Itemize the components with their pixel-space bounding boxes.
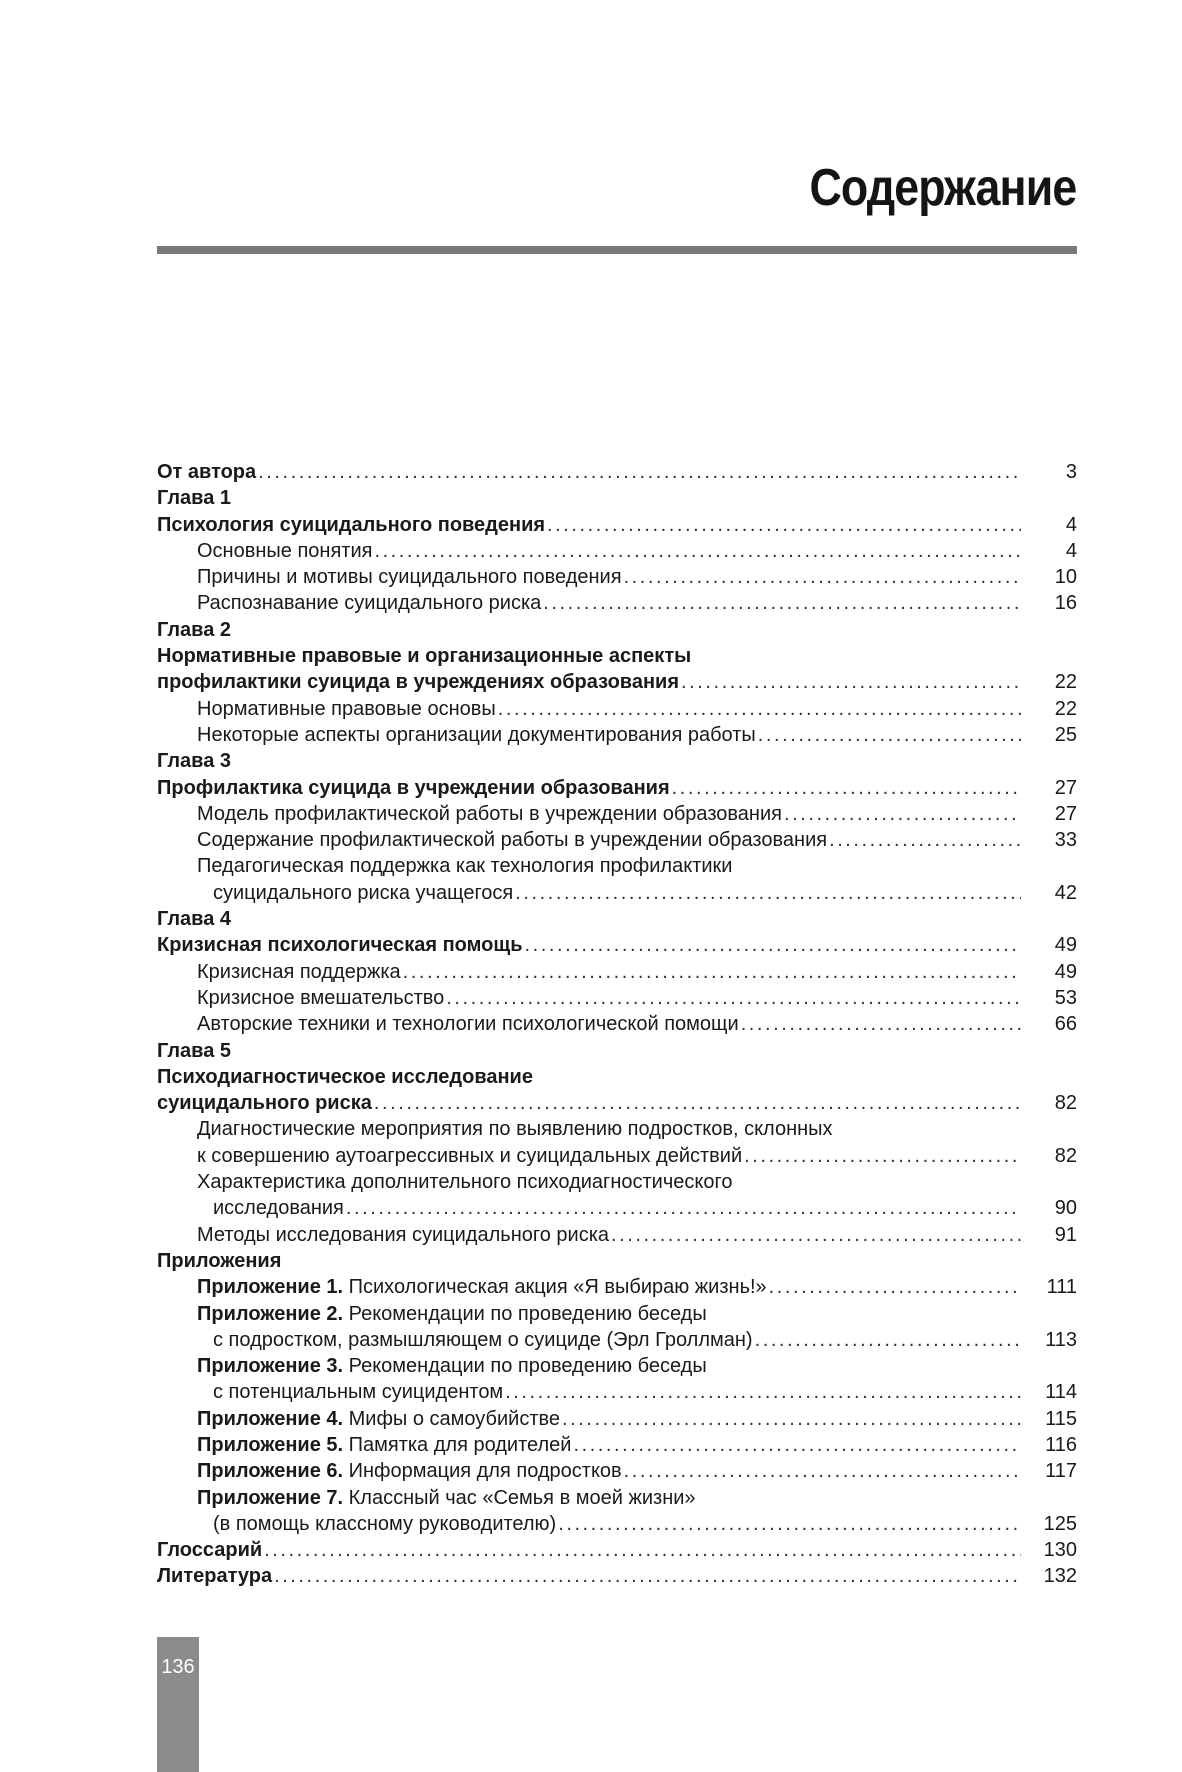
toc-entry-title: Глава 2 <box>157 618 232 641</box>
toc-entry-title: Мифы о самоубийстве <box>348 1407 561 1430</box>
dot-leader <box>547 512 1021 538</box>
toc-entry <box>157 1143 1077 1169</box>
toc-page-number: 90 <box>1054 1197 1077 1220</box>
toc-entry <box>157 669 1077 695</box>
dot-leader <box>346 1195 1021 1221</box>
toc-page-number: 125 <box>1043 1512 1077 1535</box>
toc-entry <box>157 932 1077 958</box>
toc-entry-title: Глава 5 <box>157 1039 232 1062</box>
toc-entry-title: Классный час «Семья в моей жизни» <box>348 1486 696 1509</box>
toc-entry-title: Авторские техники и технологии психологической помощи <box>197 1013 739 1036</box>
toc-entry <box>157 1038 1077 1064</box>
toc-entry <box>157 1116 1077 1142</box>
toc-entry-title: профилактики суицида в учреждениях образования <box>157 671 680 694</box>
toc-entry <box>157 1011 1077 1037</box>
toc-entry-title: с подростком, размышляющем о суициде (Эрл Гроллман) <box>213 1328 753 1351</box>
toc-page-number: 4 <box>1065 513 1077 536</box>
toc-entry <box>157 1537 1077 1563</box>
toc-page-number: 82 <box>1054 1144 1077 1167</box>
toc-entry <box>157 564 1077 590</box>
dot-leader <box>525 932 1021 958</box>
toc-page-number: 27 <box>1054 776 1077 799</box>
toc-entry <box>157 1432 1077 1458</box>
toc-entry-title: Некоторые аспекты организации документирования работы <box>197 723 756 746</box>
toc-entry-title: Кризисное вмешательство <box>197 986 445 1009</box>
title-divider <box>157 246 1077 254</box>
appendix-label: Приложение 3. <box>197 1355 344 1378</box>
toc-entry <box>157 1458 1077 1484</box>
toc-page-number: 114 <box>1045 1381 1077 1404</box>
toc-entry <box>157 1327 1077 1353</box>
toc-entry-title: Причины и мотивы суицидального поведения <box>197 566 622 589</box>
dot-leader <box>769 1274 1021 1300</box>
toc-entry-title: Распознавание суицидального риска <box>197 592 542 615</box>
toc-entry <box>157 880 1077 906</box>
toc-entry-title: Педагогическая поддержка как технология профилактики <box>197 855 733 878</box>
dot-leader <box>611 1222 1021 1248</box>
toc-page-number: 10 <box>1054 566 1077 589</box>
toc-entry-title: Глава 1 <box>157 487 232 510</box>
toc-entry-title: к совершению аутоагрессивных и суицидальных действий <box>197 1144 743 1167</box>
appendix-label: Приложение 1. <box>197 1276 344 1299</box>
toc-page-number: 4 <box>1065 539 1077 562</box>
toc-entry-title: Глоссарий <box>157 1539 263 1562</box>
toc-page-number: 16 <box>1054 592 1077 615</box>
dot-leader <box>505 1379 1021 1405</box>
toc-entry-title: Психодиагностическое исследование <box>157 1065 533 1088</box>
toc-page-number: 66 <box>1054 1013 1077 1036</box>
dot-leader <box>681 669 1021 695</box>
toc-entry-title: Рекомендации по проведению беседы <box>348 1302 707 1325</box>
dot-leader <box>515 880 1021 906</box>
toc-entry-title: Характеристика дополнительного психодиагностического <box>197 1171 733 1194</box>
toc-entry-title: Кризисная психологическая помощь <box>157 934 523 957</box>
toc-entry <box>157 538 1077 564</box>
dot-leader <box>264 1537 1021 1563</box>
toc-entry <box>157 1090 1077 1116</box>
toc-page-number: 130 <box>1043 1539 1077 1562</box>
dot-leader <box>758 722 1021 748</box>
toc-page-number: 111 <box>1046 1276 1077 1299</box>
toc-page-number: 22 <box>1054 671 1077 694</box>
dot-leader <box>258 459 1021 485</box>
page-number: 136 <box>161 1656 195 1678</box>
toc-entry-title: Глава 3 <box>157 750 232 773</box>
toc-page-number: 82 <box>1054 1092 1077 1115</box>
toc-page-number: 25 <box>1054 723 1077 746</box>
toc-page-number: 3 <box>1065 461 1077 483</box>
dot-leader <box>624 1458 1021 1484</box>
toc-entry-title: Приложения <box>157 1249 282 1272</box>
toc-entry <box>157 775 1077 801</box>
toc-entry <box>157 485 1077 511</box>
toc-entry <box>157 1511 1077 1537</box>
toc-entry-title: Нормативные правовые основы <box>197 697 496 720</box>
toc-entry-title: суицидального риска учащегося <box>213 881 514 904</box>
toc-entry <box>157 801 1077 827</box>
dot-leader <box>543 590 1021 616</box>
dot-leader <box>374 1090 1021 1116</box>
toc-entry-title: Глава 4 <box>157 908 232 931</box>
toc-entry-title: Содержание профилактической работы в учреждении образования <box>197 829 828 852</box>
toc-entry <box>157 459 1077 485</box>
toc-entry <box>157 1406 1077 1432</box>
toc-entry-title: Модель профилактической работы в учреждении образования <box>197 802 782 825</box>
toc-entry <box>157 1353 1077 1379</box>
toc-entry-title: Кризисная поддержка <box>197 960 401 983</box>
table-of-contents <box>157 459 1077 1590</box>
toc-page-number: 113 <box>1045 1328 1077 1351</box>
toc-page-number: 42 <box>1054 881 1077 904</box>
toc-entry <box>157 1301 1077 1327</box>
toc-entry-title: исследования <box>213 1197 344 1220</box>
toc-entry-title: (в помощь классному руководителю) <box>213 1512 557 1535</box>
toc-entry-title: с потенциальным суицидентом <box>213 1381 504 1404</box>
appendix-label: Приложение 4. <box>197 1407 344 1430</box>
appendix-label: Приложение 5. <box>197 1433 344 1456</box>
toc-page-number: 91 <box>1054 1223 1077 1246</box>
toc-entry-title: Психология суицидального поведения <box>157 513 546 536</box>
toc-entry <box>157 617 1077 643</box>
dot-leader <box>744 1143 1021 1169</box>
toc-entry-title: От автора <box>157 461 257 483</box>
toc-entry <box>157 1563 1077 1589</box>
toc-page-number: 22 <box>1054 697 1077 720</box>
toc-entry <box>157 1169 1077 1195</box>
dot-leader <box>446 985 1021 1011</box>
toc-page-number: 117 <box>1045 1460 1077 1483</box>
appendix-label: Приложение 2. <box>197 1302 344 1325</box>
toc-entry <box>157 643 1077 669</box>
dot-leader <box>755 1327 1021 1353</box>
dot-leader <box>562 1406 1021 1432</box>
toc-entry-title: Нормативные правовые и организационные аспекты <box>157 645 692 668</box>
toc-entry <box>157 1248 1077 1274</box>
toc-entry <box>157 1195 1077 1221</box>
toc-entry-title: Информация для подростков <box>348 1460 622 1483</box>
dot-leader <box>374 538 1021 564</box>
toc-entry <box>157 696 1077 722</box>
toc-entry <box>157 1222 1077 1248</box>
appendix-label: Приложение 6. <box>197 1460 344 1483</box>
toc-page-number: 33 <box>1054 829 1077 852</box>
toc-entry-title: Диагностические мероприятия по выявлению подростков, склонных <box>197 1118 833 1141</box>
toc-entry-title: Литература <box>157 1565 273 1588</box>
dot-leader <box>672 775 1021 801</box>
toc-entry-title: суицидального риска <box>157 1092 372 1115</box>
toc-page-number: 27 <box>1054 802 1077 825</box>
toc-entry-title: Основные понятия <box>197 539 373 562</box>
appendix-label: Приложение 7. <box>197 1486 344 1509</box>
toc-entry <box>157 590 1077 616</box>
toc-entry-title: Методы исследования суицидального риска <box>197 1223 610 1246</box>
toc-entry <box>157 827 1077 853</box>
dot-leader <box>403 959 1021 985</box>
dot-leader <box>558 1511 1021 1537</box>
toc-entry-title: Психологическая акция «Я выбираю жизнь!» <box>348 1276 767 1299</box>
dot-leader <box>741 1011 1021 1037</box>
toc-entry <box>157 722 1077 748</box>
page-title: Содержание <box>809 159 1076 217</box>
toc-entry <box>157 512 1077 538</box>
toc-entry <box>157 959 1077 985</box>
toc-page-number: 49 <box>1054 960 1077 983</box>
toc-entry-title: Профилактика суицида в учреждении образования <box>157 776 670 799</box>
toc-entry <box>157 906 1077 932</box>
dot-leader <box>624 564 1021 590</box>
toc-entry <box>157 985 1077 1011</box>
toc-entry <box>157 853 1077 879</box>
toc-entry-title: Памятка для родителей <box>348 1433 572 1456</box>
toc-page-number: 115 <box>1045 1407 1077 1430</box>
toc-entry <box>157 1379 1077 1405</box>
toc-page-number: 49 <box>1054 934 1077 957</box>
toc-entry <box>157 748 1077 774</box>
toc-page-number: 132 <box>1043 1565 1077 1588</box>
toc-page-number: 116 <box>1045 1433 1077 1456</box>
toc-entry <box>157 1274 1077 1300</box>
dot-leader <box>498 696 1021 722</box>
dot-leader <box>829 827 1021 853</box>
toc-entry <box>157 1064 1077 1090</box>
dot-leader <box>784 801 1021 827</box>
dot-leader <box>274 1563 1021 1589</box>
toc-entry <box>157 1485 1077 1511</box>
dot-leader <box>573 1432 1021 1458</box>
toc-page-number: 53 <box>1054 986 1077 1009</box>
toc-entry-title: Рекомендации по проведению беседы <box>348 1355 707 1378</box>
